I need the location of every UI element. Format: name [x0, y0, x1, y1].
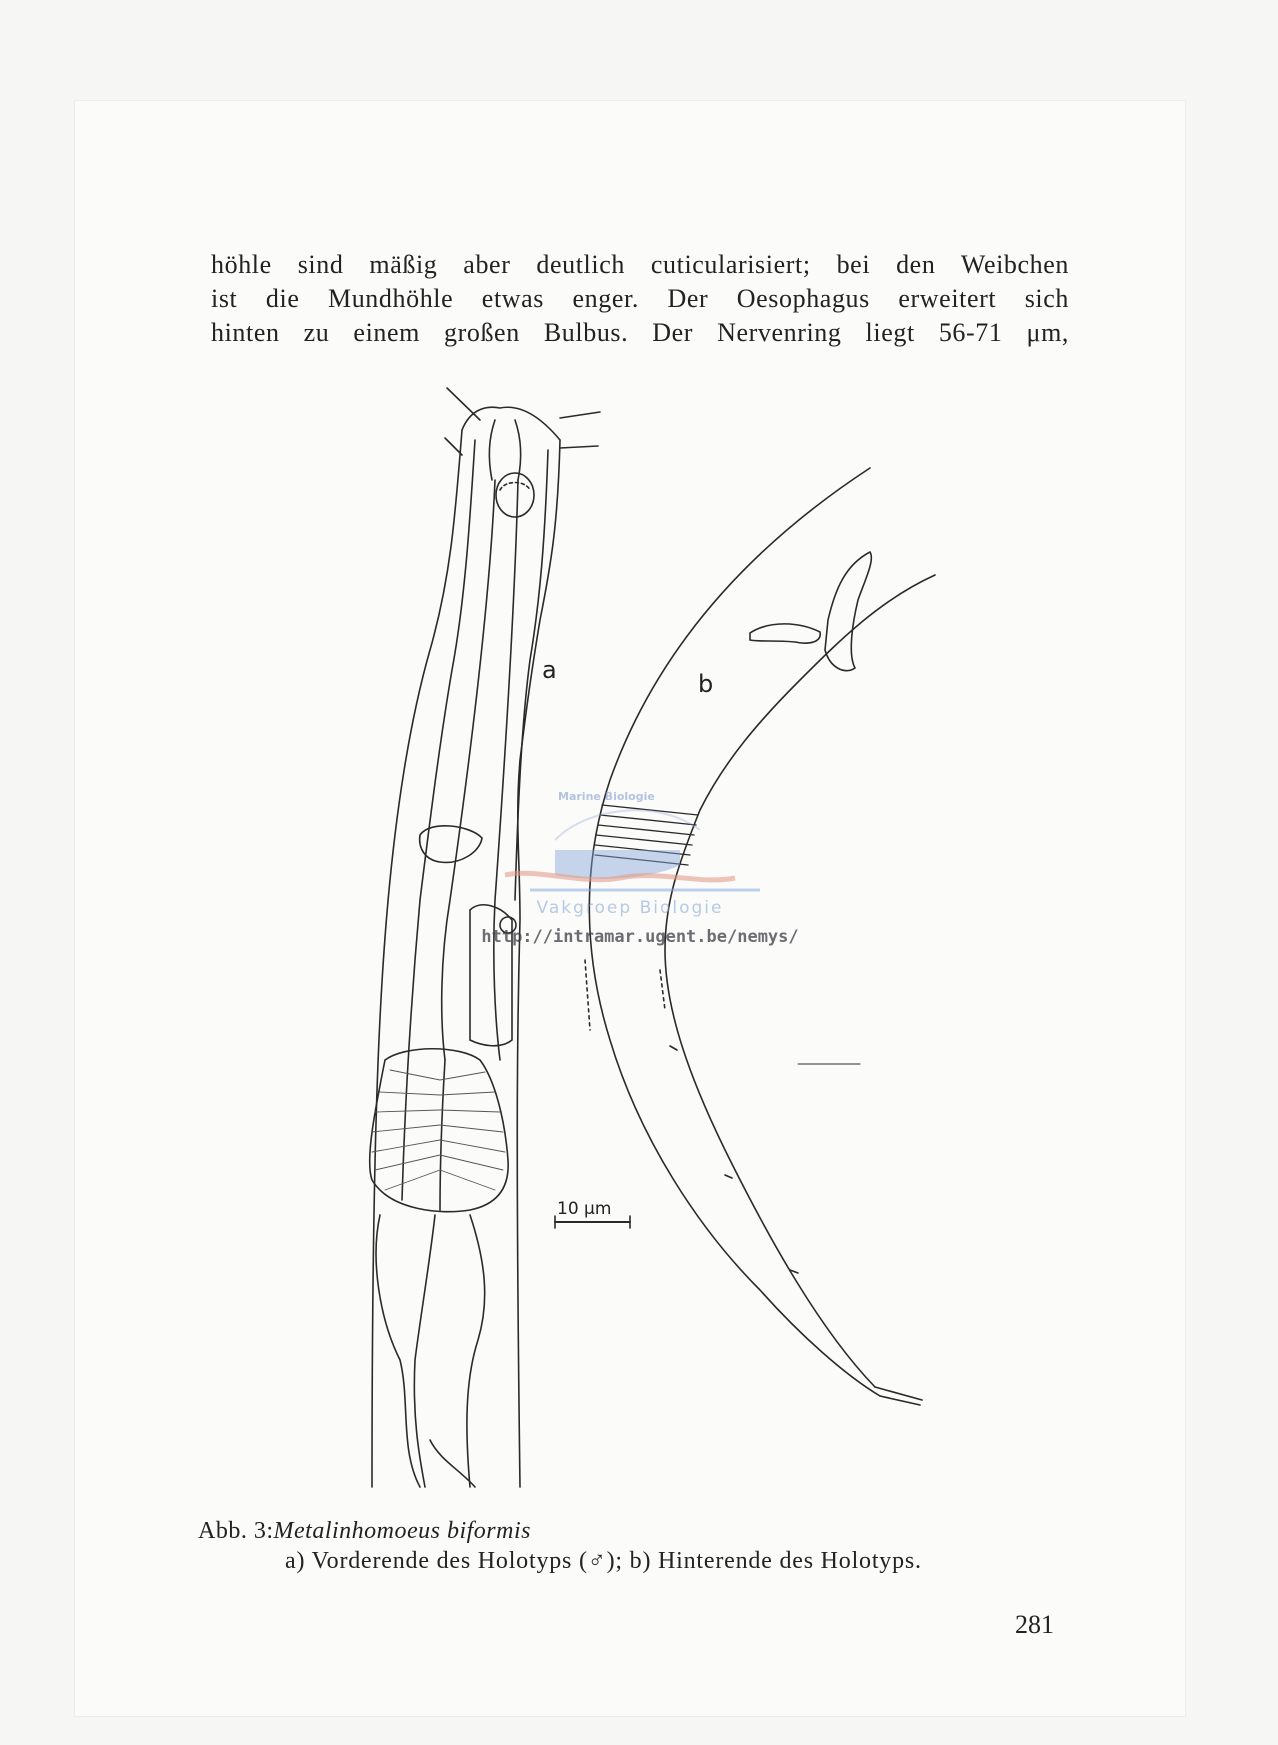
watermark-url: http://intramar.ugent.be/nemys/ — [481, 927, 799, 947]
watermark-logo — [470, 790, 810, 900]
caption-description: a) Vorderende des Holotyps (♂); b) Hinterende des Holotyps. — [285, 1548, 922, 1574]
figure-caption — [198, 1518, 531, 1545]
watermark-arc-text: Marine Biologie — [558, 790, 655, 803]
text-line: ist die Mundhöhle etwas enger. Der Oesophagus erweitert sich — [211, 284, 1069, 313]
watermark-org: Vakgroep Biologie — [536, 898, 724, 918]
page-number: 281 — [1015, 1610, 1054, 1639]
figure-label-a: a — [542, 656, 557, 684]
caption-species: Metalinhomoeus biformis — [273, 1518, 531, 1544]
watermark — [470, 790, 810, 960]
figure-label-b: b — [698, 670, 714, 698]
caption-prefix: Abb. 3: — [198, 1518, 274, 1544]
text-line: hinten zu einem großen Bulbus. Der Nervenring liegt 56-71 μm, — [211, 318, 1069, 347]
scale-bar-label: 10 μm — [557, 1199, 612, 1219]
text-line: höhle sind mäßig aber deutlich cuticularisiert; bei den Weibchen — [211, 250, 1069, 279]
